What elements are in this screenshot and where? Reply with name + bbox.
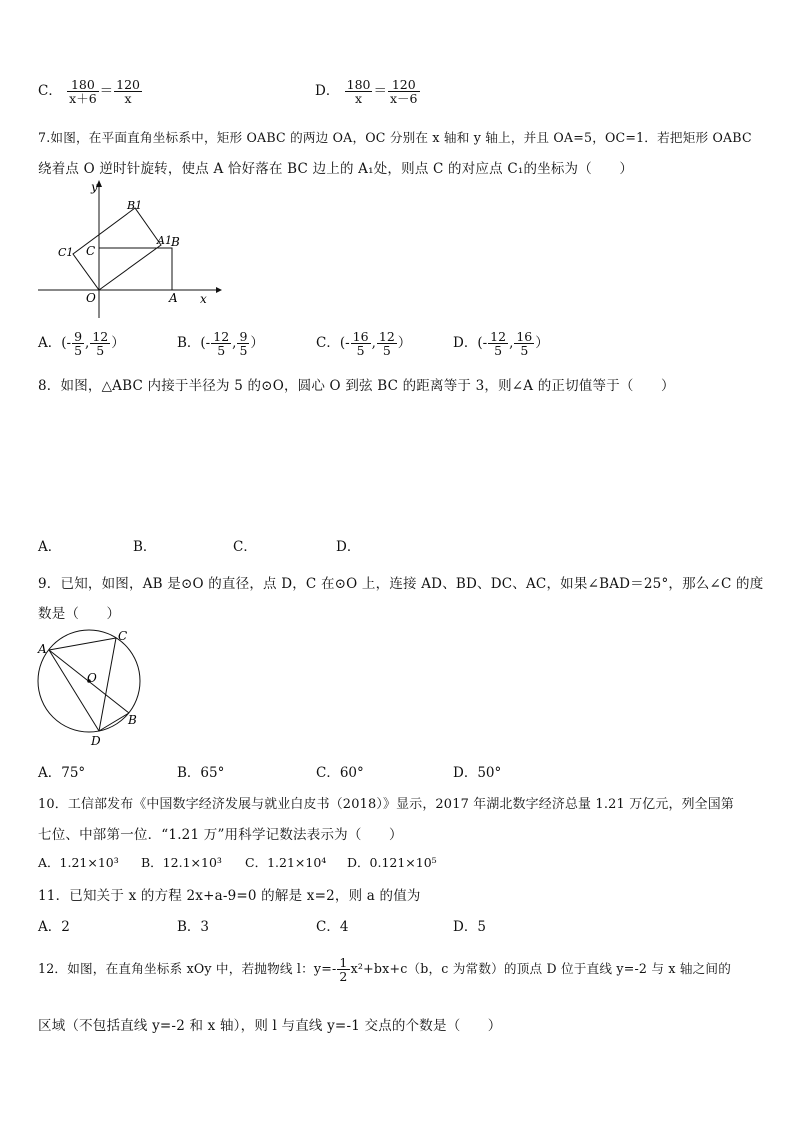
q7-label-a1: A1 xyxy=(157,234,172,247)
q9-option-d: D．50° xyxy=(453,765,502,781)
q6-option-d-label: D． xyxy=(315,83,340,100)
q9-option-a: A．75° xyxy=(38,765,86,781)
q7-label-c1: C1 xyxy=(58,246,74,259)
q6-c-fraction-2: $\frac{120}{x}$ xyxy=(116,77,141,107)
q12-text-post: x²+bx+c（b，c 为常数）的顶点 D 位于直线 y=-2 与 x 轴之间的 xyxy=(350,961,732,977)
q7-option-d-end: ） xyxy=(535,335,549,352)
q9-option-c: C．60° xyxy=(316,765,364,781)
q9-label-d: D xyxy=(91,734,101,748)
q6-c-equals: ＝ xyxy=(99,83,114,100)
q9-label-c: C xyxy=(118,629,128,643)
q9-chord-cd xyxy=(99,638,116,731)
q9-label-b: B xyxy=(128,713,137,727)
q8-option-c: C． xyxy=(233,539,257,555)
q7-option-c xyxy=(316,330,411,357)
q7-option-c-frac-1: $\frac{16}{5}$ xyxy=(352,329,369,359)
q7-option-d-sep: , xyxy=(509,335,514,352)
q7-option-d-frac-2: $\frac{16}{5}$ xyxy=(516,329,533,359)
q7-label-o: O xyxy=(86,291,96,305)
q9-option-b: B．65° xyxy=(177,765,225,781)
q9-text-line-1: 9．已知，如图，AB 是⊙O 的直径，点 D，C 在⊙O 上，连接 AD、BD、DC、AC，如果∠BAD＝25°，那么∠C 的度 xyxy=(38,576,764,592)
q6-option-d xyxy=(315,78,421,105)
q11-option-d: D．5 xyxy=(453,919,486,935)
q6-c-fraction-1: $\frac{180}{x+6}$ xyxy=(69,77,97,107)
q7-option-b-sep: , xyxy=(232,335,237,352)
q6-d-fraction-2: $\frac{120}{x-6}$ xyxy=(389,77,418,107)
q11-option-a: A．2 xyxy=(38,919,70,935)
q7-option-d xyxy=(453,330,549,357)
q7-option-c-end: ） xyxy=(397,335,412,352)
q10-option-b: B．12.1×10³ xyxy=(141,855,222,870)
q10-option-a: A．1.21×10³ xyxy=(38,855,119,870)
q10-option-c: C．1.21×10⁴ xyxy=(245,855,327,870)
q8-option-d: D． xyxy=(336,539,361,555)
q12-text-line-1 xyxy=(38,956,731,983)
q9-label-o: O xyxy=(87,671,97,685)
q7-x-axis-arrow-icon xyxy=(216,287,222,293)
q7-label-c: C xyxy=(86,244,96,258)
q7-label-b: B xyxy=(171,235,180,249)
q7-option-b-end: ） xyxy=(250,335,264,352)
q12-text-line-2: 区域（不包括直线 y=-2 和 x 轴），则 l 与直线 y=-1 交点的个数是（ ） xyxy=(38,1018,502,1034)
q6-d-fraction-1: $\frac{180}{x}$ xyxy=(346,77,371,107)
q8-option-b: B． xyxy=(133,539,157,555)
q7-option-a-frac-1: $\frac{9}{5}$ xyxy=(74,329,83,359)
q7-label-b1: B1 xyxy=(127,199,143,212)
q10-text-line-2: 七位、中部第一位．“1.21 万”用科学记数法表示为（ ） xyxy=(38,827,403,843)
q7-label-a: A xyxy=(169,291,178,305)
q8-text: 8．如图，△ABC 内接于半径为 5 的⊙O，圆心 O 到弦 BC 的距离等于 3，则∠A 的正切值等于（ ） xyxy=(38,378,675,394)
q12-fraction: $\frac{1}{2}$ xyxy=(339,955,348,985)
q9-chord-ad xyxy=(49,650,99,731)
q6-option-c xyxy=(38,78,143,105)
q9-circle-figure xyxy=(34,626,146,750)
q9-label-a: A xyxy=(38,642,47,656)
q11-option-b: B．3 xyxy=(177,919,210,935)
q10-option-d: D．0.121×10⁵ xyxy=(347,855,437,870)
q7-option-c-frac-2: $\frac{12}{5}$ xyxy=(378,329,395,359)
q7-option-a-end: ） xyxy=(111,335,125,352)
q7-label-y: y xyxy=(91,180,98,194)
q6-option-c-label: C． xyxy=(38,83,62,100)
q7-option-b-frac-2: $\frac{9}{5}$ xyxy=(239,329,248,359)
q7-text-line-2: 绕着点 O 逆时针旋转，使点 A 恰好落在 BC 边上的 A₁处，则点 C 的对应点 C₁的坐标为（ ） xyxy=(38,161,634,177)
q10-text-line-1: 10．工信部发布《中国数字经济发展与就业白皮书（2018）》显示，2017 年湖北数字经济总量 1.21 万亿元，列全国第 xyxy=(38,797,734,812)
q7-option-b-frac-1: $\frac{12}{5}$ xyxy=(213,329,230,359)
q8-option-a: A． xyxy=(38,539,62,555)
q7-coordinate-figure xyxy=(36,178,226,320)
q11-option-c: C．4 xyxy=(316,919,349,935)
q7-rectangle-oabc xyxy=(99,248,172,290)
q11-text: 11．已知关于 x 的方程 2x+a-9=0 的解是 x=2，则 a 的值为 xyxy=(38,888,421,904)
q7-label-x: x xyxy=(200,292,207,306)
q7-option-a-sep: , xyxy=(85,335,90,352)
q9-chord-bd xyxy=(99,713,129,731)
q7-option-c-label: C．(- xyxy=(316,335,350,352)
q9-text-line-2: 数是（ ） xyxy=(38,606,121,622)
q7-option-a-frac-2: $\frac{12}{5}$ xyxy=(92,329,109,359)
q7-option-b xyxy=(177,330,264,357)
q6-d-equals: ＝ xyxy=(373,83,387,100)
q7-option-a xyxy=(38,330,125,357)
q7-option-d-frac-1: $\frac{12}{5}$ xyxy=(490,329,507,359)
q12-text-pre: 12．如图，在直角坐标系 xOy 中，若抛物线 l：y=- xyxy=(38,961,337,977)
q7-option-d-label: D．(- xyxy=(453,335,488,352)
q7-option-c-sep: , xyxy=(371,335,376,352)
q7-option-b-label: B．(- xyxy=(177,335,211,352)
q7-text-line-1: 7.如图，在平面直角坐标系中，矩形 OABC 的两边 OA，OC 分别在 x 轴和 y 轴上，并且 OA=5，OC=1．若把矩形 OABC xyxy=(38,130,752,145)
q7-option-a-label: A．(- xyxy=(38,335,72,352)
